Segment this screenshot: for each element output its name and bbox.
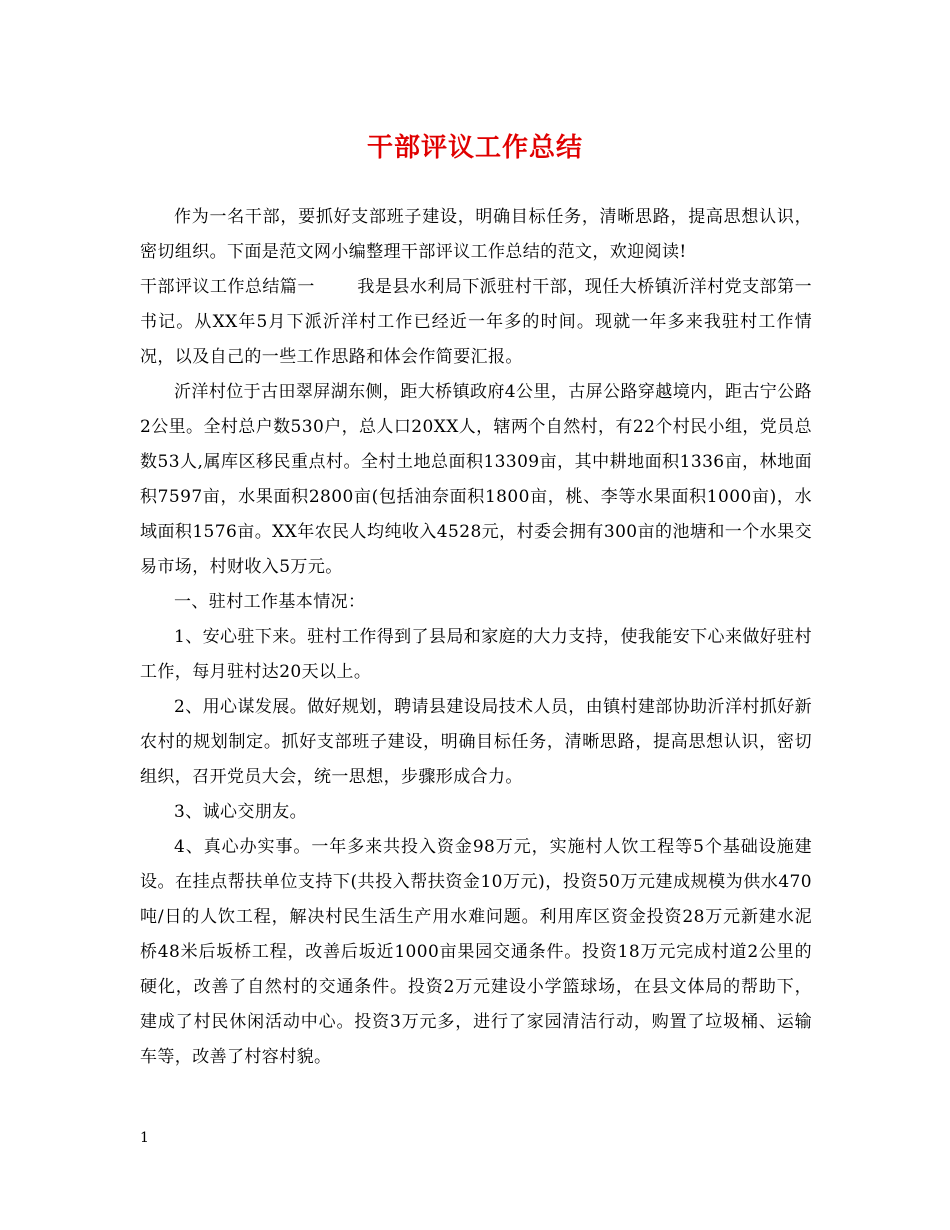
item-1-paragraph: 1、安心驻下来。驻村工作得到了县局和家庭的大力支持，使我能安下心来做好驻村工作，每月驻村达20天以上。	[140, 627, 812, 682]
intro-paragraph: 作为一名干部，要抓好支部班子建设，明确目标任务，清晰思路，提高思想认识，密切组织。下面是范文网小编整理干部评议工作总结的范文，欢迎阅读!	[140, 207, 812, 262]
section-heading: 干部评议工作总结篇一	[140, 277, 315, 297]
section-one-paragraph	[140, 270, 812, 375]
item-4-paragraph: 4、真心办实事。一年多来共投入资金98万元，实施村人饮工程等5个基础设施建设。在挂点帮扶单位支持下(共投入帮扶资金10万元)，投资50万元建成规模为供水470吨/日的人饮工程，解决村民生活生产用水难问题。利用库区资金投资28万元新建水泥桥48米后坂桥工程，改善后坂近1000亩果园交通条件。投资18万元完成村道2公里的硬化，改善了自然村的交通条件。投资2万元建设小学篮球场，在县文体局的帮助下，建成了村民休闲活动中心。投资3万元多，进行了家园清洁行动，购置了垃圾桶、运输车等，改善了村容村貌。	[140, 837, 812, 1067]
document-body	[140, 200, 812, 1075]
document-title: 干部评议工作总结	[366, 133, 583, 163]
page-number: 1	[140, 1130, 149, 1146]
village-overview-paragraph: 沂洋村位于古田翠屏湖东侧，距大桥镇政府4公里，古屏公路穿越境内，距古宁公路2公里。全村总户数530户，总人口20XX人，辖两个自然村，有22个村民小组，党员总数53人,属库区移民重点村。全村土地总面积13309亩，其中耕地面积1336亩，林地面积7597亩，水果面积2800亩(包括油奈面积1800亩，桃、李等水果面积1000亩)，水域面积1576亩。XX年农民人均纯收入4528元，村委会拥有300亩的池塘和一个水果交易市场，村财收入5万元。	[140, 382, 812, 577]
item-2-paragraph: 2、用心谋发展。做好规划，聘请县建设局技术人员，由镇村建部协助沂洋村抓好新农村的规划制定。抓好支部班子建设，明确目标任务，清晰思路，提高思想认识，密切组织，召开党员大会，统一思想，步骤形成合力。	[140, 697, 812, 787]
work-situation-heading: 一、驻村工作基本情况：	[174, 592, 366, 612]
item-3-paragraph: 3、诚心交朋友。	[174, 802, 308, 822]
section-one-text: 我是县水利局下派驻村干部，现任大桥镇沂洋村党支部第一书记。从XX年5月下派沂洋村工作已经近一年多的时间。现就一年多来我驻村工作情况，以及自己的一些工作思路和体会作简要汇报。	[140, 277, 812, 367]
